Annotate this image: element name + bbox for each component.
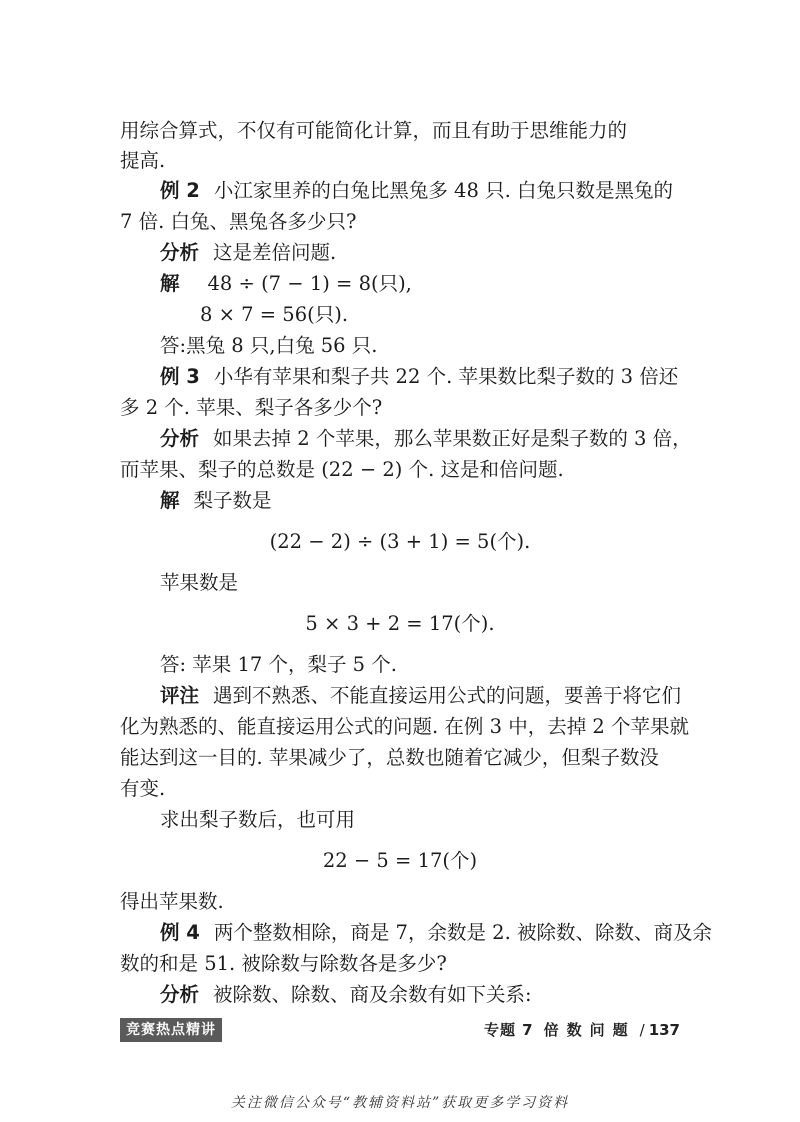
analysis-label: 分析	[160, 241, 200, 264]
solution-formula-2: 8 × 7 = 56(只).	[200, 303, 349, 326]
example-text: 两个整数相除，商是 7，余数是 2. 被除数、除数、商及余	[213, 921, 712, 944]
comment-line-4: 有变.	[120, 777, 166, 800]
example-3-line-1	[160, 363, 690, 391]
analysis-text: 被除数、除数、商及余数有如下关系:	[213, 983, 532, 1006]
example-3-line-2: 多 2 个. 苹果、梨子各多少个?	[120, 396, 383, 419]
analysis-text: 如果去掉 2 个苹果，那么苹果数正好是梨子数的 3 倍，	[213, 427, 692, 450]
comment-line-3: 能达到这一目的. 苹果减少了，总数也随着它减少，但梨子数没	[120, 746, 659, 769]
solution-label: 解	[160, 272, 180, 295]
paragraph-line: 求出梨子数后，也可用	[160, 808, 356, 831]
watermark-text: 关注微信公众号“教辅资料站”获取更多学习资料	[230, 1095, 570, 1111]
footer-separator: /	[639, 1021, 645, 1039]
topic-name: 倍数问题	[543, 1021, 636, 1039]
display-formula: 5 × 3 + 2 = 17(个).	[305, 612, 495, 635]
paragraph-line: 提高.	[120, 149, 166, 172]
page-number: 137	[648, 1021, 680, 1039]
display-formula: 22 − 5 = 17(个)	[322, 849, 478, 872]
example-2-line-2: 7 倍. 白兔、黑兔各多少只?	[120, 210, 357, 233]
answer-line: 答: 苹果 17 个，梨子 5 个.	[160, 653, 397, 676]
analysis-line	[160, 239, 690, 267]
solution-line	[160, 270, 690, 298]
analysis-label: 分析	[160, 983, 200, 1006]
analysis-line-2: 而苹果、梨子的总数是 (22 − 2) 个. 这是和倍问题.	[120, 458, 564, 481]
display-formula: (22 − 2) ÷ (3 + 1) = 5(个).	[269, 530, 531, 553]
solution-text: 梨子数是	[193, 489, 272, 512]
comment-line-1	[160, 682, 690, 710]
analysis-text: 这是差倍问题.	[213, 241, 337, 264]
paragraph-line: 得出苹果数.	[120, 890, 224, 913]
solution-label: 解	[160, 489, 180, 512]
analysis-line	[160, 981, 690, 1009]
example-4-line-1	[160, 919, 712, 947]
answer-line: 答:黑兔 8 只,白兔 56 只.	[160, 334, 378, 357]
comment-line-2: 化为熟悉的、能直接运用公式的问题. 在例 3 中，去掉 2 个苹果就	[120, 715, 690, 738]
example-4-line-2: 数的和是 51. 被除数与除数各是多少?	[120, 952, 447, 975]
example-label: 例 3	[160, 365, 200, 388]
analysis-line	[160, 425, 690, 453]
solution-text: 苹果数是	[160, 571, 239, 594]
example-text: 小江家里养的白兔比黑兔多 48 只. 白兔只数是黑兔的	[213, 179, 673, 202]
analysis-label: 分析	[160, 427, 200, 450]
solution-formula: 48 ÷ (7 − 1) = 8(只),	[207, 272, 412, 295]
example-2-line-1	[160, 177, 690, 205]
running-footer	[484, 1018, 680, 1042]
topic-number: 专题 7	[483, 1021, 534, 1039]
comment-text: 遇到不熟悉、不能直接运用公式的问题，要善于将它们	[213, 684, 682, 707]
example-label: 例 4	[160, 921, 200, 944]
comment-label: 评注	[160, 684, 200, 707]
solution-line	[160, 487, 690, 515]
paragraph-line: 用综合算式，不仅有可能简化计算，而且有助于思维能力的	[120, 119, 628, 142]
series-badge: 竞赛热点精讲	[120, 1018, 222, 1042]
example-text: 小华有苹果和梨子共 22 个. 苹果数比梨子数的 3 倍还	[213, 365, 679, 388]
example-label: 例 2	[160, 179, 200, 202]
